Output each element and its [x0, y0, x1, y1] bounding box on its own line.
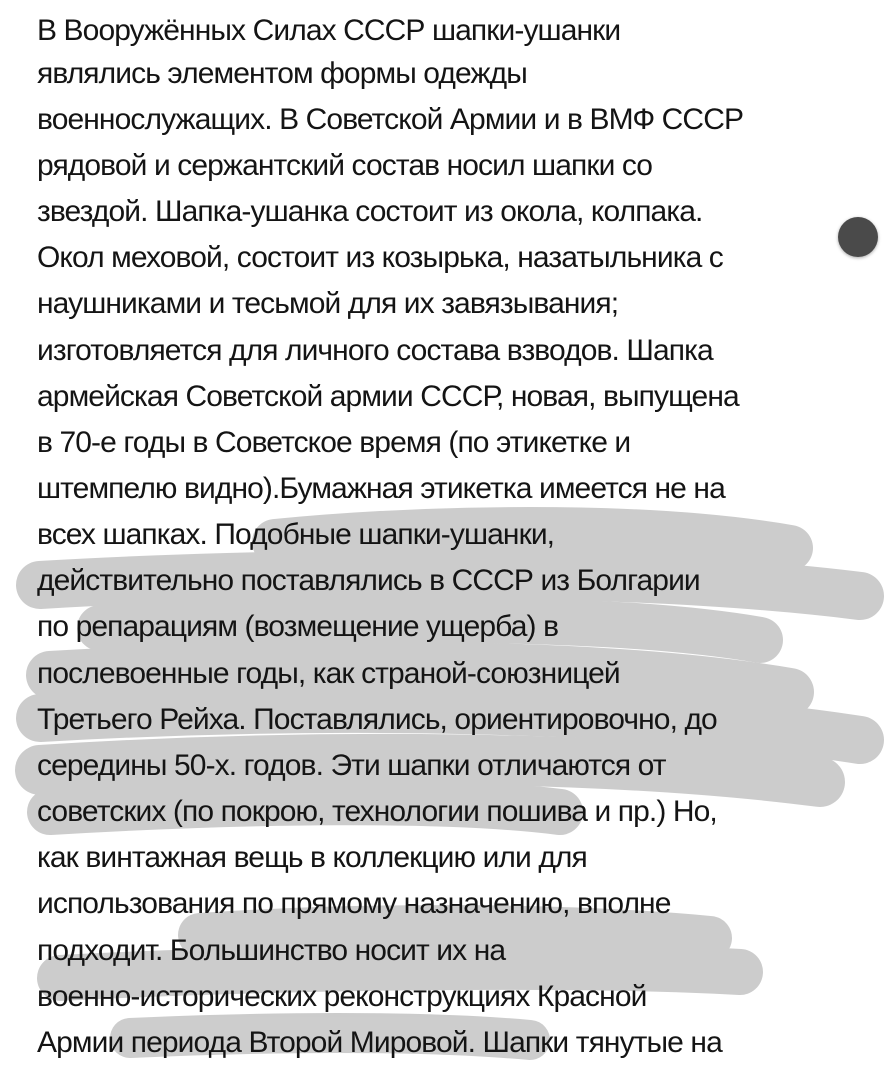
text-line: Армии периода Второй Мировой. Шапки тянутые на: [37, 1026, 722, 1059]
grey-dot-icon[interactable]: [838, 217, 878, 257]
text-line: по репарациям (возмещение ущерба) в: [37, 610, 559, 643]
text-line: изготовляется для личного состава взводов. Шапка: [37, 334, 713, 367]
text-line: всех шапках. Подобные шапки-ушанки,: [37, 518, 555, 551]
text-line: середины 50-х. годов. Эти шапки отличаются от: [37, 749, 666, 782]
text-line: советских (по покрою, технологии пошива и пр.) Но,: [37, 795, 717, 828]
text-line: в 70-е годы в Советское время (по этикетке и: [37, 426, 631, 459]
text-line: В Вооружённых Силах СССР шапки-ушанки: [37, 14, 621, 47]
text-line: звездой. Шапка-ушанка состоит из окола, колпака.: [37, 195, 703, 228]
text-line: армейская Советской армии СССР, новая, выпущена: [37, 380, 739, 413]
text-line: как винтажная вещь в коллекцию или для: [37, 841, 587, 874]
text-line: использования по прямому назначению, вполне: [37, 887, 671, 920]
text-line: штемпелю видно).Бумажная этикетка имеется не на: [37, 472, 725, 505]
text-line: подходит. Большинство носит их на: [37, 934, 506, 967]
text-line: действительно поставлялись в СССР из Болгарии: [37, 564, 700, 597]
text-line: Окол меховой, состоит из козырька, назатыльника с: [37, 241, 723, 274]
text-line: послевоенные годы, как страной-союзницей: [37, 657, 620, 690]
text-line: военно-исторических реконструкциях Красной: [37, 980, 647, 1013]
text-line: рядовой и сержантский состав носил шапки со: [37, 149, 653, 182]
text-line: Третьего Рейха. Поставлялись, ориентировочно, до: [37, 703, 717, 736]
text-line: являлись элементом формы одежды: [37, 57, 527, 90]
text-line: военнослужащих. В Советской Армии и в ВМФ СССР: [37, 103, 744, 136]
text-line: наушниками и тесьмой для их завязывания;: [37, 287, 619, 320]
